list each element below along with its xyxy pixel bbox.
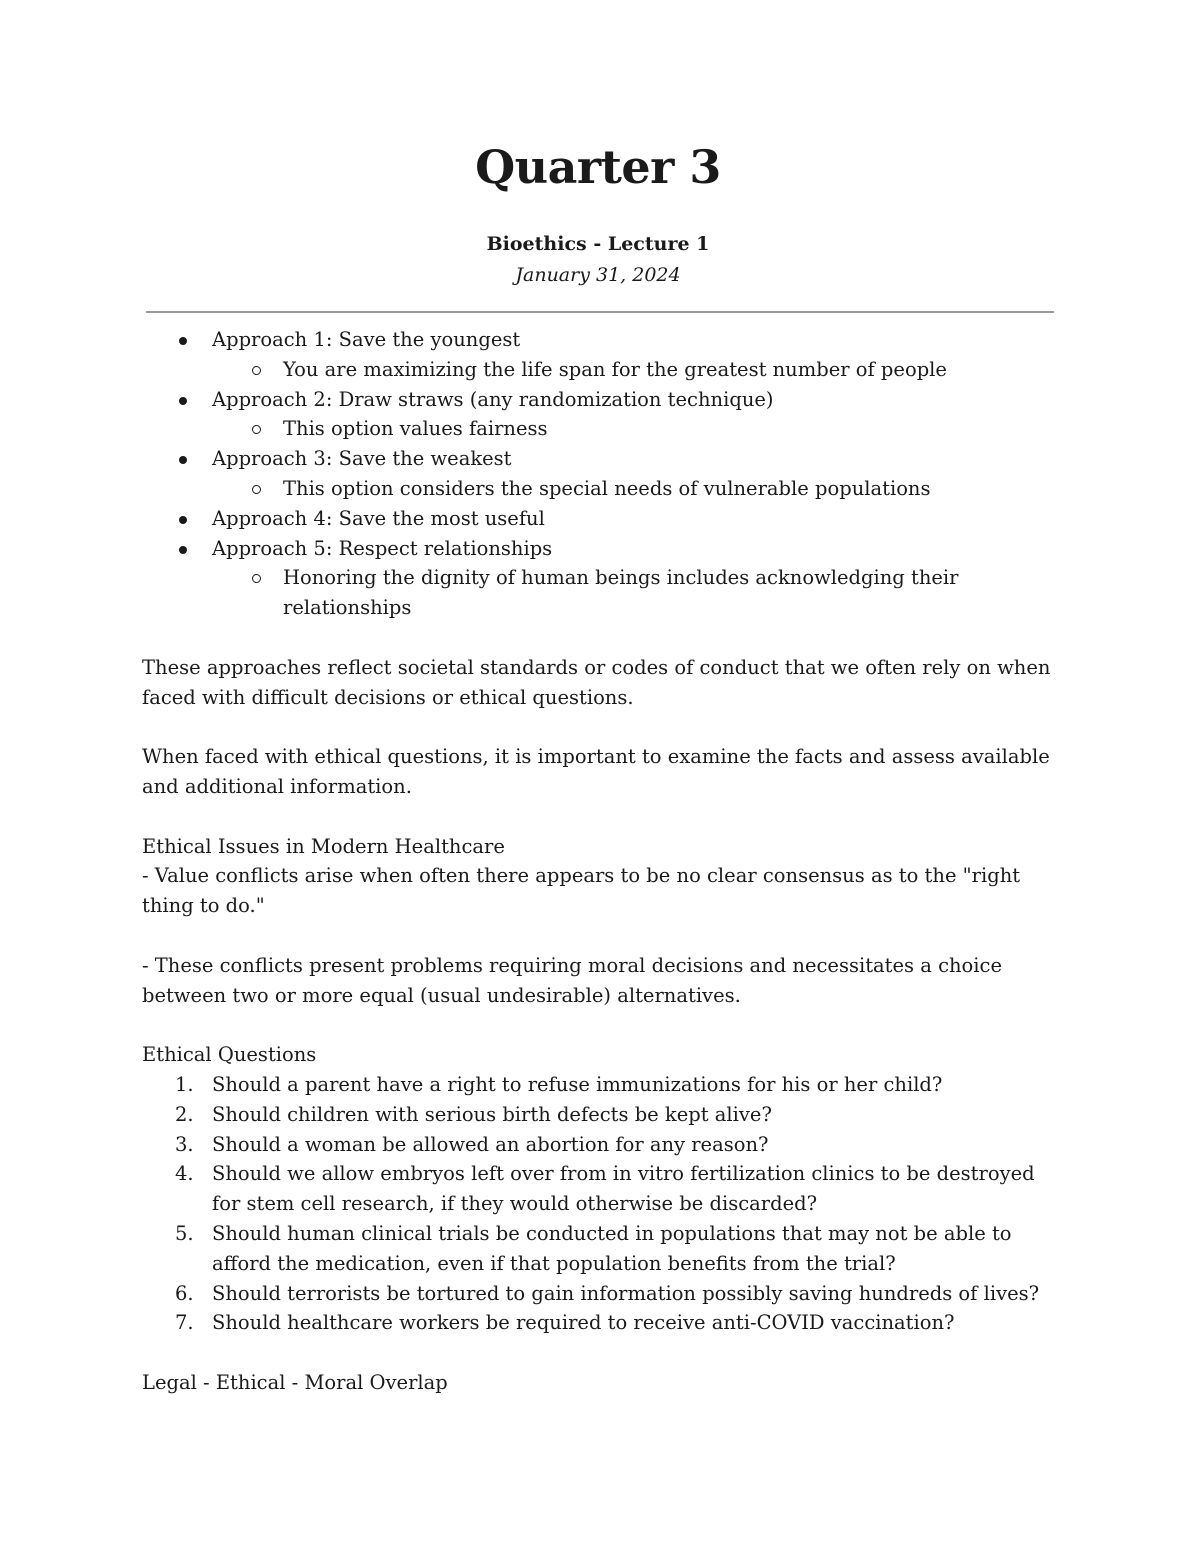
list-item — [142, 325, 1054, 355]
question-text: Should we allow embryos left over from in vitro fertilization clinics to be destroyed for stem cell research, if they would otherwise be discarded? — [212, 1162, 1035, 1216]
paragraph-approaches-summary: These approaches reflect societal standards or codes of conduct that we often rely on when faced with difficult decisions or ethical questions. — [142, 655, 1051, 709]
question-number: 2. — [175, 1102, 194, 1126]
question-number: 5. — [175, 1221, 194, 1245]
healthcare-point: - Value conflicts arise when often there appears to be no clear consensus as to the "right thing to do." — [142, 864, 1021, 918]
approach-detail: This option considers the special needs of vulnerable populations — [283, 476, 931, 500]
document-body — [142, 325, 1054, 1398]
healthcare-point: - These conflicts present problems requiring moral decisions and necessitates a choice between two or more equal (usual undesirable) alternatives. — [142, 953, 1002, 1007]
horizontal-divider — [146, 311, 1054, 313]
list-item — [142, 534, 1054, 564]
question-number: 1. — [175, 1072, 194, 1096]
section-heading-ethical-questions: Ethical Questions — [142, 1043, 317, 1067]
document-page — [142, 0, 1054, 1553]
question-item — [142, 1279, 1054, 1309]
question-item — [142, 1100, 1054, 1130]
question-text: Should a woman be allowed an abortion for any reason? — [212, 1132, 769, 1156]
sub-list-item — [142, 563, 1054, 623]
question-number: 7. — [175, 1311, 194, 1335]
sub-list-item — [142, 355, 1054, 385]
hollow-bullet-icon — [252, 574, 261, 583]
question-item — [142, 1130, 1054, 1160]
sub-list-item — [142, 414, 1054, 444]
hollow-bullet-icon — [252, 366, 261, 375]
question-number: 4. — [175, 1162, 194, 1186]
question-number: 3. — [175, 1132, 194, 1156]
page-title: Quarter 3 — [475, 140, 721, 194]
approach-detail: Honoring the dignity of human beings includes acknowledging their relationships — [283, 566, 959, 620]
question-text: Should a parent have a right to refuse immunizations for his or her child? — [212, 1072, 943, 1096]
approach-text: Approach 4: Save the most useful — [212, 506, 545, 530]
question-text: Should human clinical trials be conducted in populations that may not be able to afford the medication, even if that population benefits from the trial? — [212, 1221, 1012, 1275]
question-item — [142, 1308, 1054, 1338]
lecture-subtitle: Bioethics - Lecture 1 — [486, 233, 710, 255]
approach-detail: You are maximizing the life span for the greatest number of people — [283, 357, 947, 381]
hollow-bullet-icon — [252, 425, 261, 434]
question-text: Should healthcare workers be required to receive anti-COVID vaccination? — [212, 1311, 955, 1335]
lecture-date: January 31, 2024 — [515, 264, 681, 286]
approach-text: Approach 1: Save the youngest — [212, 328, 521, 351]
question-text: Should children with serious birth defects be kept alive? — [212, 1102, 772, 1126]
filled-bullet-icon — [179, 397, 187, 405]
filled-bullet-icon — [179, 337, 187, 345]
question-number: 6. — [175, 1281, 194, 1305]
sub-list-item — [142, 474, 1054, 504]
paragraph-examine-facts: When faced with ethical questions, it is important to examine the facts and assess available and additional information. — [142, 745, 1050, 798]
section-heading-modern-healthcare: Ethical Issues in Modern Healthcare — [142, 834, 505, 858]
question-item — [142, 1070, 1054, 1100]
question-text: Should terrorists be tortured to gain information possibly saving hundreds of lives? — [212, 1281, 1040, 1305]
filled-bullet-icon — [179, 546, 187, 554]
approach-text: Approach 5: Respect relationships — [212, 536, 553, 560]
list-item — [142, 385, 1054, 415]
filled-bullet-icon — [179, 456, 187, 464]
question-item — [142, 1219, 1054, 1279]
approach-text: Approach 2: Draw straws (any randomization technique) — [212, 387, 774, 411]
list-item — [142, 444, 1054, 474]
question-item — [142, 1159, 1054, 1219]
approach-text: Approach 3: Save the weakest — [212, 447, 512, 471]
section-heading-overlap: Legal - Ethical - Moral Overlap — [142, 1370, 448, 1394]
approach-detail: This option values fairness — [283, 417, 548, 441]
filled-bullet-icon — [179, 516, 187, 524]
hollow-bullet-icon — [252, 485, 261, 494]
list-item — [142, 504, 1054, 534]
